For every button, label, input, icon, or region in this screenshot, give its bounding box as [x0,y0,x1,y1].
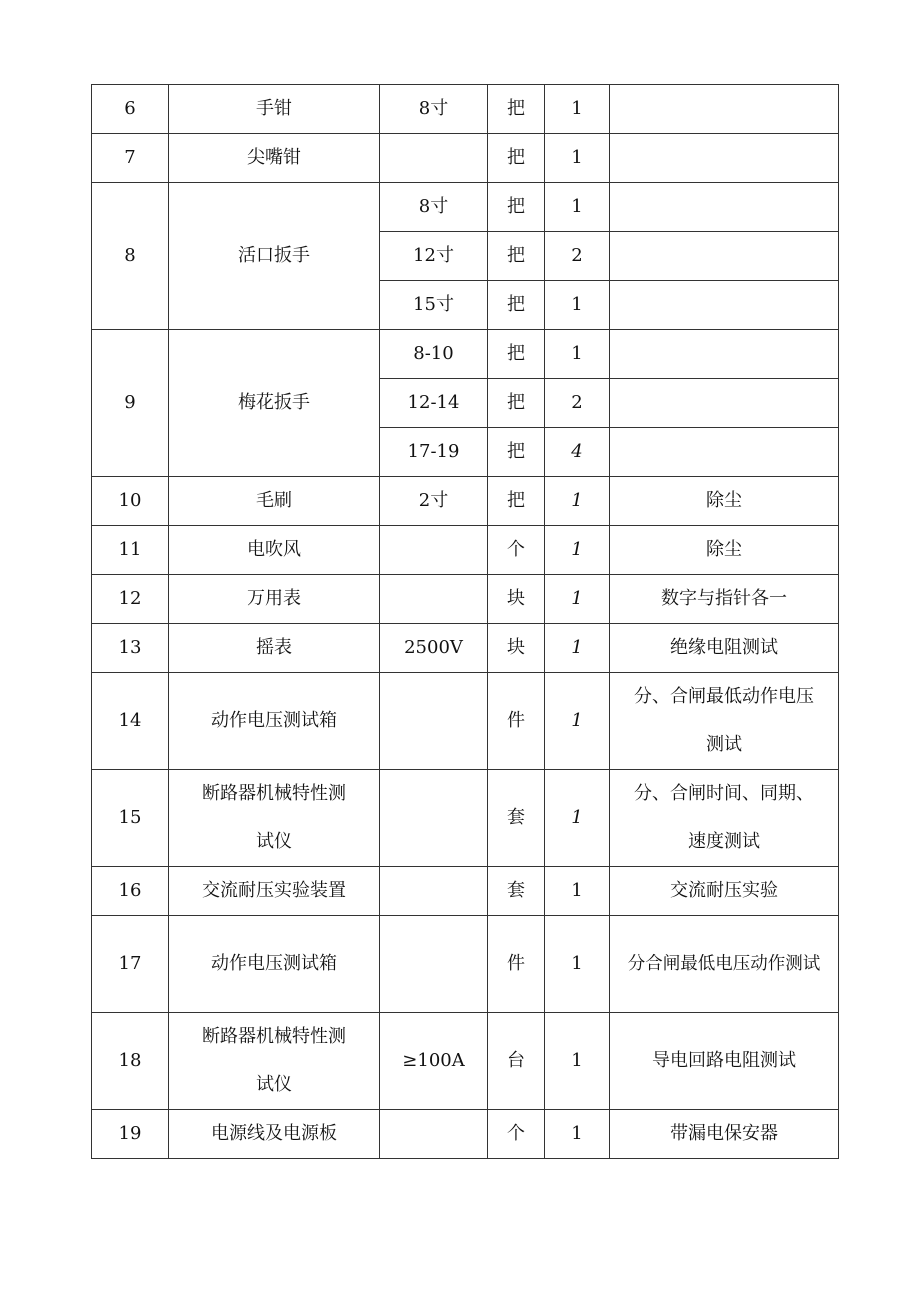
tool-name: 电源线及电源板 [169,1110,380,1159]
tool-note: 除尘 [610,526,839,575]
row-number: 16 [92,867,169,916]
tool-qty: 1 [545,134,610,183]
tool-note [610,428,839,477]
row-number: 12 [92,575,169,624]
tool-spec: 12-14 [380,379,488,428]
tool-note [610,673,839,770]
tool-note [610,330,839,379]
table-row [92,526,839,575]
tool-note: 除尘 [610,477,839,526]
tool-note [610,183,839,232]
name-line: 断路器机械特性测 [202,783,346,804]
tool-name: 动作电压测试箱 [169,916,380,1013]
note-line: 速度测试 [688,831,760,852]
tools-table [91,84,839,1159]
tool-name: 摇表 [169,624,380,673]
tool-unit: 个 [488,526,545,575]
tool-spec: 8-10 [380,330,488,379]
tool-unit: 把 [488,85,545,134]
tool-unit: 件 [488,673,545,770]
tool-name: 万用表 [169,575,380,624]
tool-qty: 1 [545,770,610,867]
tool-qty: 1 [545,867,610,916]
tool-unit: 把 [488,232,545,281]
table-row [92,916,839,1013]
tool-unit: 套 [488,770,545,867]
tool-name: 梅花扳手 [169,330,380,477]
name-line: 试仪 [256,831,292,852]
tool-name: 尖嘴钳 [169,134,380,183]
tool-note [610,281,839,330]
row-number: 9 [92,330,169,477]
table-row [92,134,839,183]
note-line: 分、合闸时间、同期、 [634,783,814,804]
tool-spec [380,673,488,770]
table-row [92,1110,839,1159]
tool-unit: 把 [488,330,545,379]
row-number: 11 [92,526,169,575]
tool-spec: 8寸 [380,85,488,134]
tool-qty: 2 [545,232,610,281]
tool-unit: 把 [488,428,545,477]
tool-note [610,379,839,428]
tool-spec [380,134,488,183]
name-line: 试仪 [256,1074,292,1095]
tool-qty: 1 [545,330,610,379]
row-number: 19 [92,1110,169,1159]
row-number: 7 [92,134,169,183]
tool-note [610,134,839,183]
table-row [92,867,839,916]
note-line: 测试 [706,734,742,755]
tool-note: 分合闸最低电压动作测试 [610,916,839,1013]
row-number: 18 [92,1013,169,1110]
tool-qty: 4 [545,428,610,477]
row-number: 10 [92,477,169,526]
row-number: 8 [92,183,169,330]
tool-spec [380,575,488,624]
table-row [92,1013,839,1110]
tool-note [610,232,839,281]
tool-name: 动作电压测试箱 [169,673,380,770]
row-number: 15 [92,770,169,867]
tool-qty: 1 [545,1110,610,1159]
tool-spec [380,770,488,867]
row-number: 17 [92,916,169,1013]
tool-qty: 1 [545,526,610,575]
table-row [92,673,839,770]
tool-note [610,770,839,867]
tool-spec [380,867,488,916]
tool-name [169,770,380,867]
tool-unit: 把 [488,183,545,232]
tool-note: 交流耐压实验 [610,867,839,916]
tool-unit: 台 [488,1013,545,1110]
tool-qty: 1 [545,673,610,770]
tool-unit: 块 [488,575,545,624]
tool-note: 导电回路电阻测试 [610,1013,839,1110]
table-row [92,624,839,673]
table-row [92,575,839,624]
note-line: 分、合闸最低动作电压 [634,686,814,707]
tool-qty: 2 [545,379,610,428]
tool-qty: 1 [545,916,610,1013]
tool-qty: 1 [545,85,610,134]
tool-name: 毛刷 [169,477,380,526]
tool-unit: 把 [488,134,545,183]
tool-spec: 8寸 [380,183,488,232]
tool-name: 活口扳手 [169,183,380,330]
tool-spec [380,526,488,575]
tool-name: 电吹风 [169,526,380,575]
tool-name [169,1013,380,1110]
tool-spec: 12寸 [380,232,488,281]
tool-name: 交流耐压实验装置 [169,867,380,916]
tool-qty: 1 [545,624,610,673]
name-line: 断路器机械特性测 [202,1026,346,1047]
tool-unit: 块 [488,624,545,673]
tool-unit: 把 [488,477,545,526]
tool-spec: 15寸 [380,281,488,330]
tool-unit: 把 [488,379,545,428]
tool-note: 绝缘电阻测试 [610,624,839,673]
tool-spec: 17-19 [380,428,488,477]
tool-name: 手钳 [169,85,380,134]
row-number: 6 [92,85,169,134]
tool-qty: 1 [545,477,610,526]
tool-note: 带漏电保安器 [610,1110,839,1159]
tool-unit: 件 [488,916,545,1013]
row-number: 13 [92,624,169,673]
tool-qty: 1 [545,575,610,624]
tool-spec: 2寸 [380,477,488,526]
table-row [92,183,839,232]
tool-spec: 2500V [380,624,488,673]
table-row [92,330,839,379]
tool-spec [380,916,488,1013]
tool-qty: 1 [545,183,610,232]
table-row [92,770,839,867]
tool-note: 数字与指针各一 [610,575,839,624]
row-number: 14 [92,673,169,770]
tool-unit: 把 [488,281,545,330]
tool-qty: 1 [545,281,610,330]
tool-note [610,85,839,134]
tool-qty: 1 [545,1013,610,1110]
tool-unit: 个 [488,1110,545,1159]
table-row [92,85,839,134]
tool-spec [380,1110,488,1159]
table-row [92,477,839,526]
tool-unit: 套 [488,867,545,916]
tool-spec: ≥100A [380,1013,488,1110]
